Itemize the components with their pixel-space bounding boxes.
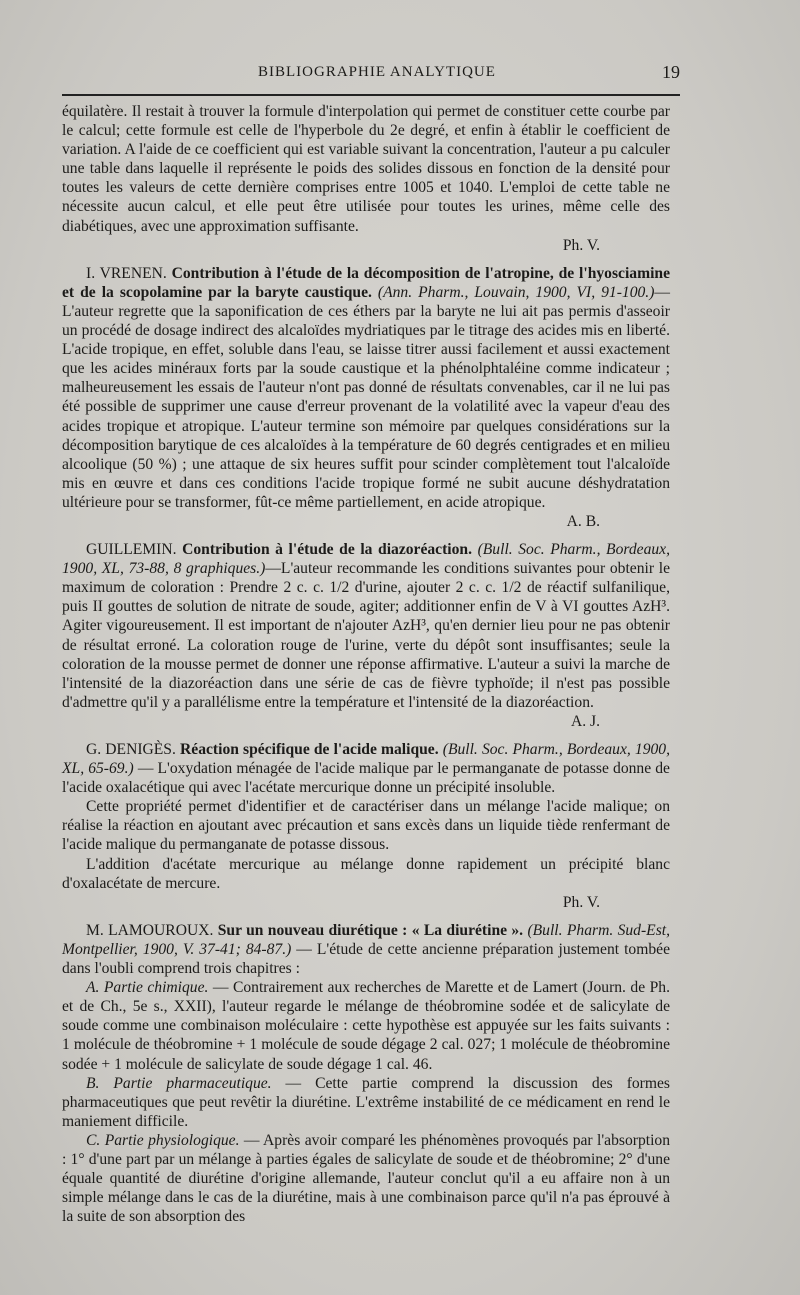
review-entry-vrenen [62, 264, 670, 512]
author-name: M. LAMOUROUX. [86, 921, 214, 939]
entry-title: Sur un nouveau diurétique : « La diurétine ». [217, 921, 524, 939]
paragraph: Cette propriété permet d'identifier et de caractériser dans un mélange l'acide malique; on réalise la réaction en ajoutant avec précaution et sans excès dans un liquide tiède renfermant de l'acide malique du permanganate de potasse dissous. [62, 798, 670, 854]
paragraph-text: L'addition d'acétate mercurique au mélange donne rapidement un précipité blanc d'oxalacétate de mercure. [62, 855, 670, 892]
review-entry-guillemin [62, 540, 670, 712]
section-pharmaceutique [62, 1074, 670, 1131]
running-title: BIBLIOGRAPHIE ANALYTIQUE [258, 64, 496, 80]
paragraph-text: — L'oxydation ménagée de l'acide malique par le permanganate de potasse donne de l'acide oxalacétique qui avec l'acétate mercurique donne un précipité insoluble. [62, 760, 670, 797]
signature: Ph. V. [562, 236, 600, 254]
section-label: B. Partie pharmaceutique. [86, 1074, 272, 1092]
section-label: C. Partie physiologique. [86, 1131, 240, 1149]
signature: A. B. [566, 512, 600, 530]
section-label: A. Partie chimique. [86, 979, 209, 997]
article-body [62, 102, 670, 1226]
entry-source: (Bull. Pharm. Sud-Est, Montpellier, 1900, V. 37-41; 84-87.) [62, 921, 670, 958]
author-name: G. DENIGÈS. [86, 741, 176, 758]
paragraph-text: —L'auteur recommande les conditions suivantes pour obtenir le maximum de coloration : Prendre 2 c. c. 1/2 d'urine, ajouter 2 c. c. 1/2 de réactif sulfanilique, puis II gouttes de solution de nitrate de soude, agiter; additionner enfin de V à VI gouttes AzH³. Agiter vigoureusement. Il est important de n'ajouter AzH³, qu'en dernier lieu pour ne pas obtenir de résultat erroné. La coloration rouge de l'urine, verte du dépôt sont insuffisantes; seule la coloration de la mousse permet de donner une réponse affirmative. L'auteur a suivi la marche de l'intensité de la diazoréaction dans une série de cas de fièvre typhoïde; il n'est pas possible d'admettre qu'il y a parallélisme entre la température et l'intensité de la diazoréaction. [62, 560, 670, 711]
spacer [62, 912, 670, 921]
paragraph-text: — L'étude de cette ancienne préparation justement tombée dans l'oubli comprend trois chapitres : [62, 940, 670, 978]
paragraph-text: — Après avoir comparé les phénomènes provoqués par l'absorption : 1° d'une part par un mélange à parties égales de salicylate de soude et de théobromine; 2° d'une équale quantité de diurétine d'origine allemande, l'auteur conclut qu'il a eu affaire non à un simple mélange dans le cas de la diurétine, mais à une combinaison parce qu'il n'a pas éprouvé à la suite de son absorption des [62, 1131, 670, 1226]
entry-title: Contribution à l'étude de la décomposition de l'atropine, de l'hyosciamine et de la scopolamine par la baryte caustique. [62, 264, 671, 301]
signature: Ph. V. [562, 893, 600, 911]
header-rule [62, 94, 680, 96]
paragraph-text: équilatère. Il restait à trouver la formule d'interpolation qui permet de constituer cette courbe par le calcul; cette formule est celle de l'hyperbole du 2e degré, et enfin à établir le coefficient de variation. A l'aide de ce coefficient qui est variable suivant la concentration, l'auteur a pu calculer une table dans laquelle il représente le poids des solides dissous en fonction de la densité pour toutes les valeurs de cette dernière comprises entre 1005 et 1040. L'emploi de cette table ne nécessite aucun calcul, et elle peut être utilisée pour toutes les urines, même celle des diabétiques, avec une approximation suffisante. [62, 103, 670, 235]
section-chimique [62, 978, 670, 1073]
entry-title: Réaction spécifique de l'acide malique. [180, 741, 439, 758]
review-entry-lamouroux [62, 921, 670, 978]
author-name: GUILLEMIN. [86, 541, 177, 559]
section-physiologique [62, 1131, 670, 1226]
spacer [62, 731, 670, 740]
entry-source: (Bull. Soc. Pharm., Bordeaux, 1900, XL, 65-69.) [62, 741, 670, 778]
page-number: 19 [662, 62, 680, 82]
paragraph-continuation [62, 102, 670, 236]
entry-source: (Ann. Pharm., Louvain, 1900, VI, 91-100.) [377, 283, 655, 301]
entry-title: Contribution à l'étude de la diazoréaction. [182, 541, 473, 559]
spacer [62, 531, 670, 540]
paragraph-text: — Cette partie comprend la discussion des formes pharmaceutiques que peut revêtir la diurétine. L'extrême instabilité de ce médicament en rend le maniement difficile. [62, 1074, 670, 1130]
paragraph-text: —L'auteur regrette que la saponification de ces éthers par la baryte ne lui ait pas permis d'asseoir un procédé de dosage indirect des alcaloïdes mydriatiques par le titrage des acides mis en liberté. L'acide tropique, en effet, soluble dans l'eau, se laisse titrer aussi facilement et aussi exactement que les acides minéraux forts par la soude caustique et la phénolphtaléine comme indicateur ; malheureusement les essais de l'auteur n'ont pas donné de résultats convenables, car il ne lui pas été possible de supprimer une cause d'erreur provenant de la volatilité avec la vapeur d'eau des acides tropique et atropique. L'auteur termine son mémoire par quelques considérations sur la décomposition barytique de ces alcaloïdes à la température de 60 degrés centigrades et en milieu alcoolique (50 %) ; une attaque de six heures suffit pour scinder complètement tout l'alcaloïde mis en œuvre et dans ces conditions l'acide tropique formé ne subit aucune déshydratation ultérieure pour se transformer, fût-ce même partiellement, en acide atropique. [62, 283, 670, 511]
spacer [62, 255, 670, 264]
review-entry-deniges [62, 740, 670, 797]
paragraph [62, 855, 670, 893]
signature: A. J. [570, 712, 600, 730]
paragraph-text: — Contrairement aux recherches de Marette et de Lamert (Journ. de Ph. et de Ch., 5e s., XXII), l'auteur regarde le mélange de théobromine sodée et de salicylate de soude comme une combinaison moléculaire : cette hypothèse est appuyée sur les faits suivants : 1 molécule de théobromine + 1 molécule de soude dégage 2 cal. 027; 1 molécule de théobromine sodée + 1 molécule de salicylate de soude dégage 1 cal. 46. [62, 979, 670, 1073]
page-header [62, 62, 680, 86]
entry-source: (Bull. Soc. Pharm., Bordeaux, 1900, XL, 73-88, 8 graphiques.) [62, 541, 670, 578]
author-name: I. VRENEN. [86, 264, 167, 282]
